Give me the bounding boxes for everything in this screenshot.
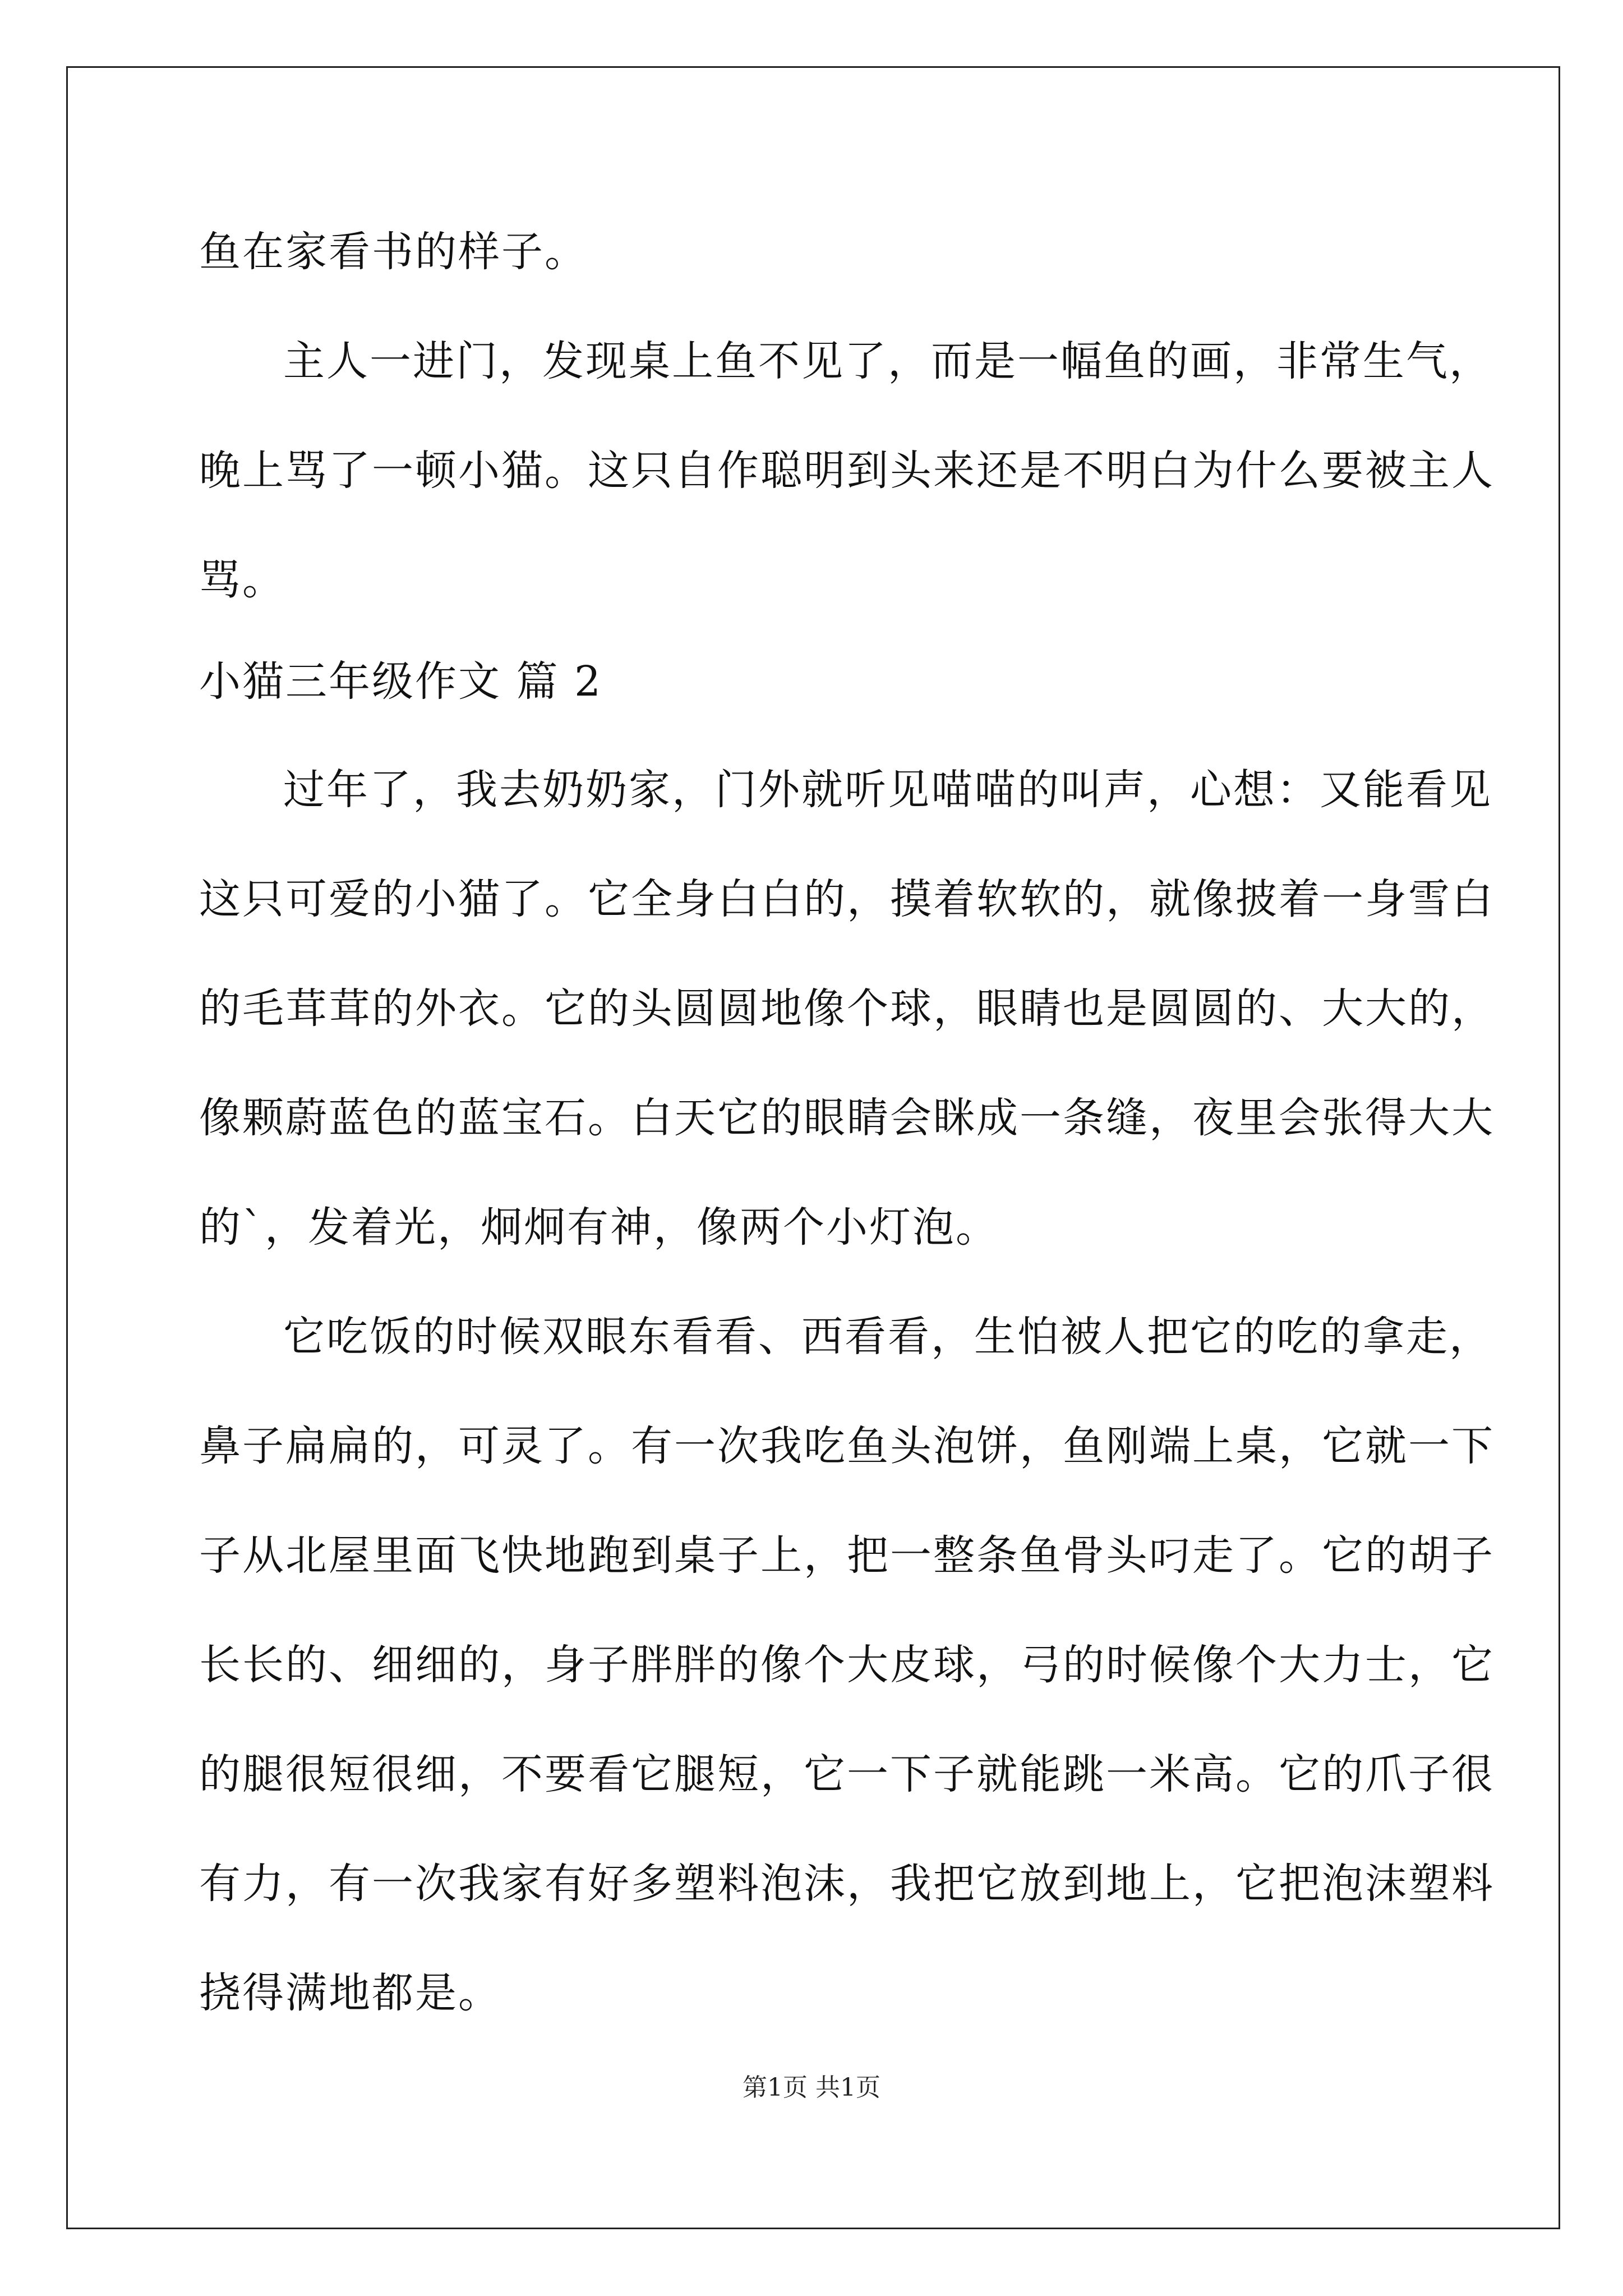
- paragraph-line: 鼻子扁扁的，可灵了。有一次我吃鱼头泡饼，鱼刚端上桌，它就一下: [199, 1422, 1495, 1470]
- page-number-footer: 第1页 共1页: [743, 2073, 880, 2102]
- paragraph-line: 它吃饭的时候双眼东看看、西看看，生怕被人把它的吃的拿走，: [283, 1313, 1492, 1361]
- paragraph-line: 鱼在家看书的样子。: [199, 228, 588, 276]
- paragraph-line: 挠得满地都是。: [199, 1969, 501, 2017]
- paragraph-line: 的毛茸茸的外衣。它的头圆圆地像个球，眼睛也是圆圆的、大大的，: [199, 984, 1495, 1033]
- paragraph-line: 有力，有一次我家有好多塑料泡沫，我把它放到地上，它把泡沫塑料: [199, 1860, 1495, 1908]
- paragraph-line: 像颗蔚蓝色的蓝宝石。白天它的眼睛会眯成一条缝，夜里会张得大大: [199, 1094, 1495, 1142]
- paragraph-line: 的腿很短很细，不要看它腿短，它一下子就能跳一米高。它的爪子很: [199, 1750, 1495, 1798]
- paragraph-line: 主人一进门，发现桌上鱼不见了，而是一幅鱼的画，非常生气，: [283, 337, 1492, 385]
- paragraph-line: 这只可爱的小猫了。它全身白白的，摸着软软的，就像披着一身雪白: [199, 875, 1495, 923]
- paragraph-line: 过年了，我去奶奶家，门外就听见喵喵的叫声，心想：又能看见: [283, 766, 1492, 814]
- paragraph-line: 的`，发着光，炯炯有神，像两个小灯泡。: [199, 1203, 999, 1251]
- paragraph-line: 子从北屋里面飞快地跑到桌子上，把一整条鱼骨头叼走了。它的胡子: [199, 1531, 1495, 1580]
- paragraph-line: 骂。: [199, 556, 285, 604]
- section-heading: 小猫三年级作文 篇 2: [199, 657, 603, 706]
- paragraph-line: 长长的、细细的，身子胖胖的像个大皮球，弓的时候像个大力士，它: [199, 1641, 1495, 1689]
- paragraph-line: 晚上骂了一顿小猫。这只自作聪明到头来还是不明白为什么要被主人: [199, 447, 1495, 495]
